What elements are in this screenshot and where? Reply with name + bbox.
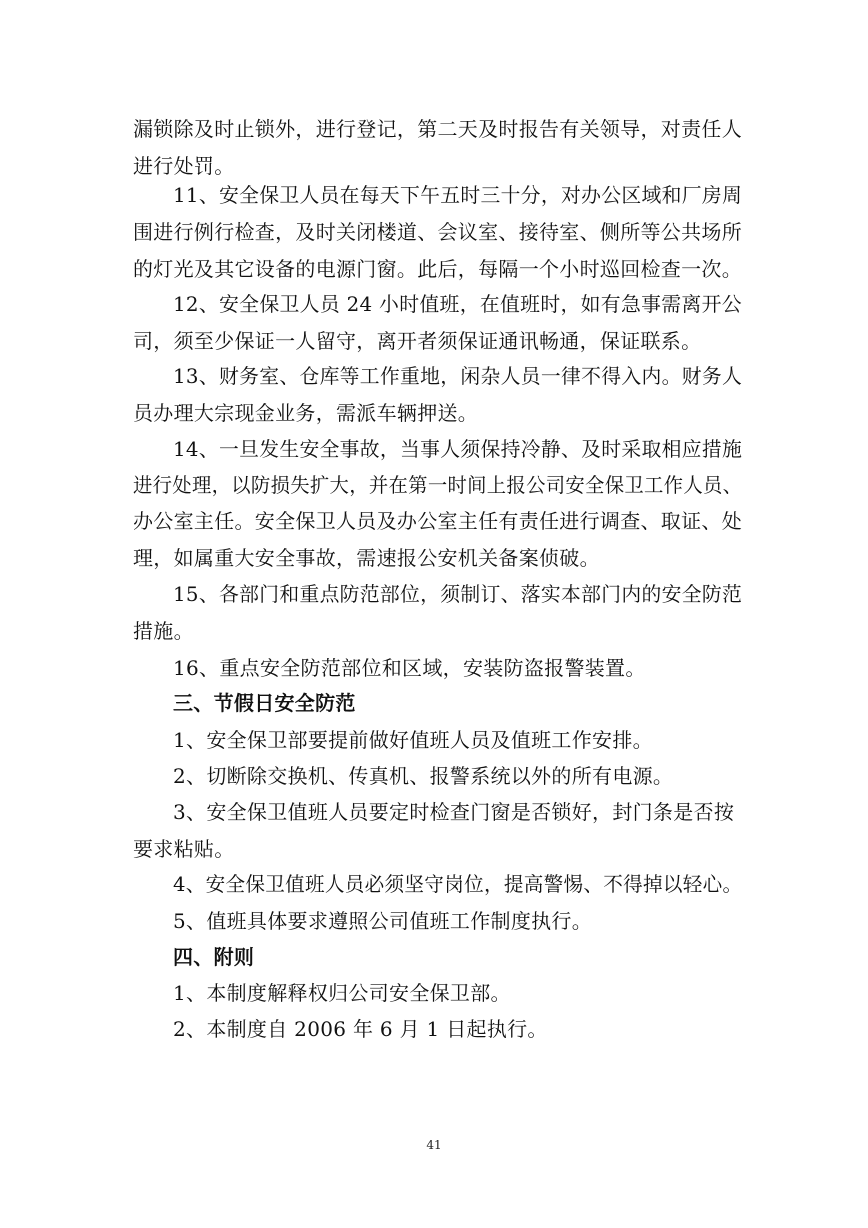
text-line: 司，须至少保证一人留守，离开者须保证通讯畅通，保证联系。 (133, 329, 702, 353)
page-number: 41 (426, 1138, 442, 1152)
text-line: 2、切断除交换机、传真机、报警系统以外的所有电源。 (173, 764, 674, 788)
text-line: 11、安全保卫人员在每天下午五时三十分，对办公区域和厂房周 (173, 183, 743, 207)
text-line: 3、安全保卫值班人员要定时检查门窗是否锁好，封门条是否按 (173, 800, 735, 824)
text-line: 2、本制度自 2006 年 6 月 1 日起执行。 (173, 1017, 548, 1041)
text-line: 16、重点安全防范部位和区域，安装防盗报警装置。 (173, 656, 646, 680)
text-line: 漏锁除及时止锁外，进行登记，第二天及时报告有关领导，对责任人 (133, 117, 742, 141)
text-line: 15、各部门和重点防范部位，须制订、落实本部门内的安全防范 (173, 582, 743, 606)
text-line: 1、本制度解释权归公司安全保卫部。 (173, 981, 511, 1005)
text-line: 5、值班具体要求遵照公司值班工作制度执行。 (173, 909, 593, 933)
text-line: 14、一旦发生安全事故，当事人须保持冷静、及时采取相应措施 (173, 437, 743, 461)
text-line: 进行处罚。 (133, 154, 235, 178)
text-line: 进行处理，以防损失扩大，并在第一时间上报公司安全保卫工作人员、 (133, 473, 743, 497)
text-line: 4、安全保卫值班人员必须坚守岗位，提高警惕、不得掉以轻心。 (173, 872, 743, 896)
text-line: 要求粘贴。 (133, 837, 235, 861)
text-line: 办公室主任。安全保卫人员及办公室主任有责任进行调查、取证、处 (133, 509, 742, 533)
text-line: 13、财务室、仓库等工作重地，闲杂人员一律不得入内。财务人 (173, 364, 743, 388)
text-line: 理，如属重大安全事故，需速报公安机关备案侦破。 (133, 546, 600, 570)
text-line: 员办理大宗现金业务，需派车辆押送。 (133, 401, 479, 425)
text-line: 措施。 (133, 619, 194, 643)
section-heading: 四、附则 (173, 945, 255, 969)
text-line: 围进行例行检查，及时关闭楼道、会议室、接待室、侧所等公共场所 (133, 220, 742, 244)
text-line: 12、安全保卫人员 24 小时值班，在值班时，如有急事需离开公 (173, 292, 742, 316)
text-line: 的灯光及其它设备的电源门窗。此后，每隔一个小时巡回检查一次。 (133, 257, 742, 281)
section-heading: 三、节假日安全防范 (173, 691, 356, 715)
text-line: 1、安全保卫部要提前做好值班人员及值班工作安排。 (173, 728, 653, 752)
